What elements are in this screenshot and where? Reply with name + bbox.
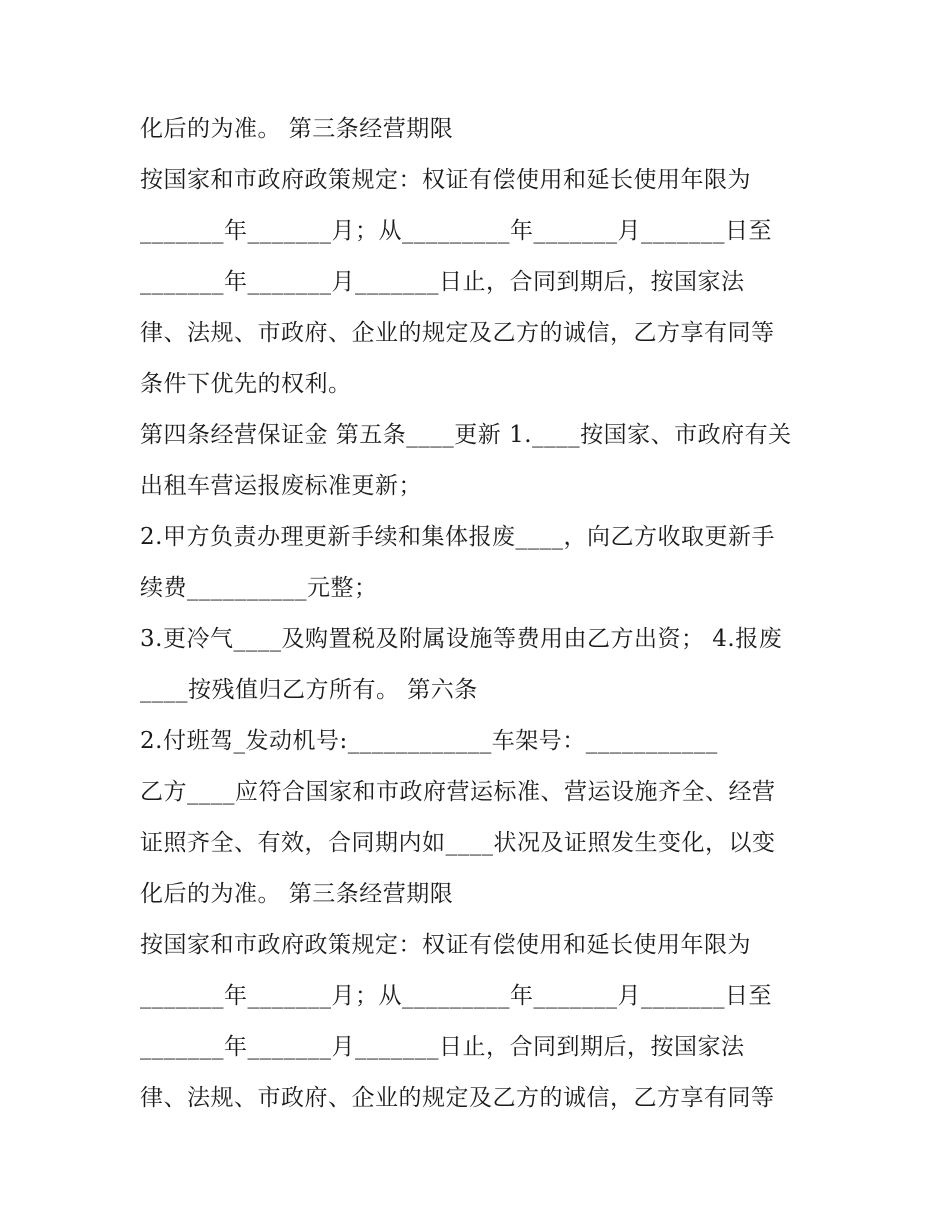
document-body xyxy=(140,104,830,1124)
text-line: 续费__________元整； xyxy=(140,575,378,601)
text-line: 化后的为准。 第三条经营期限 xyxy=(140,881,454,907)
text-line: _______年_______月；从_________年_______月_______日至 xyxy=(140,218,772,244)
text-line: 条件下优先的权利。 xyxy=(140,371,352,397)
text-line: 3.更冷气____及购置税及附属设施等费用由乙方出资； 4.报废 xyxy=(140,626,783,652)
text-line: 律、法规、市政府、企业的规定及乙方的诚信，乙方享有同等 xyxy=(140,1085,775,1111)
text-line: 出租车营运报废标准更新； xyxy=(140,473,422,499)
text-line: 2.付班驾_发动机号:____________车架号：___________ xyxy=(140,728,718,754)
text-line: 化后的为准。 第三条经营期限 xyxy=(140,116,454,142)
text-line: 按国家和市政府政策规定：权证有偿使用和延长使用年限为 xyxy=(140,167,751,193)
text-line: _______年_______月_______日止，合同到期后，按国家法 xyxy=(140,269,745,295)
text-line: 2.甲方负责办理更新手续和集体报废____，向乙方收取更新手 xyxy=(140,524,775,550)
text-line: 按国家和市政府政策规定：权证有偿使用和延长使用年限为 xyxy=(140,932,751,958)
text-line: ____按残值归乙方所有。 第六条 xyxy=(140,677,478,703)
text-line: 乙方____应符合国家和市政府营运标准、营运设施齐全、经营 xyxy=(140,779,776,805)
text-line: 律、法规、市政府、企业的规定及乙方的诚信，乙方享有同等 xyxy=(140,320,775,346)
text-line: _______年_______月；从_________年_______月_______日至 xyxy=(140,983,772,1009)
text-line: _______年_______月_______日止，合同到期后，按国家法 xyxy=(140,1034,745,1060)
text-line: 第四条经营保证金 第五条____更新 1.____按国家、市政府有关 xyxy=(140,422,792,448)
text-line: 证照齐全、有效，合同期内如____状况及证照发生变化，以变 xyxy=(140,830,776,856)
